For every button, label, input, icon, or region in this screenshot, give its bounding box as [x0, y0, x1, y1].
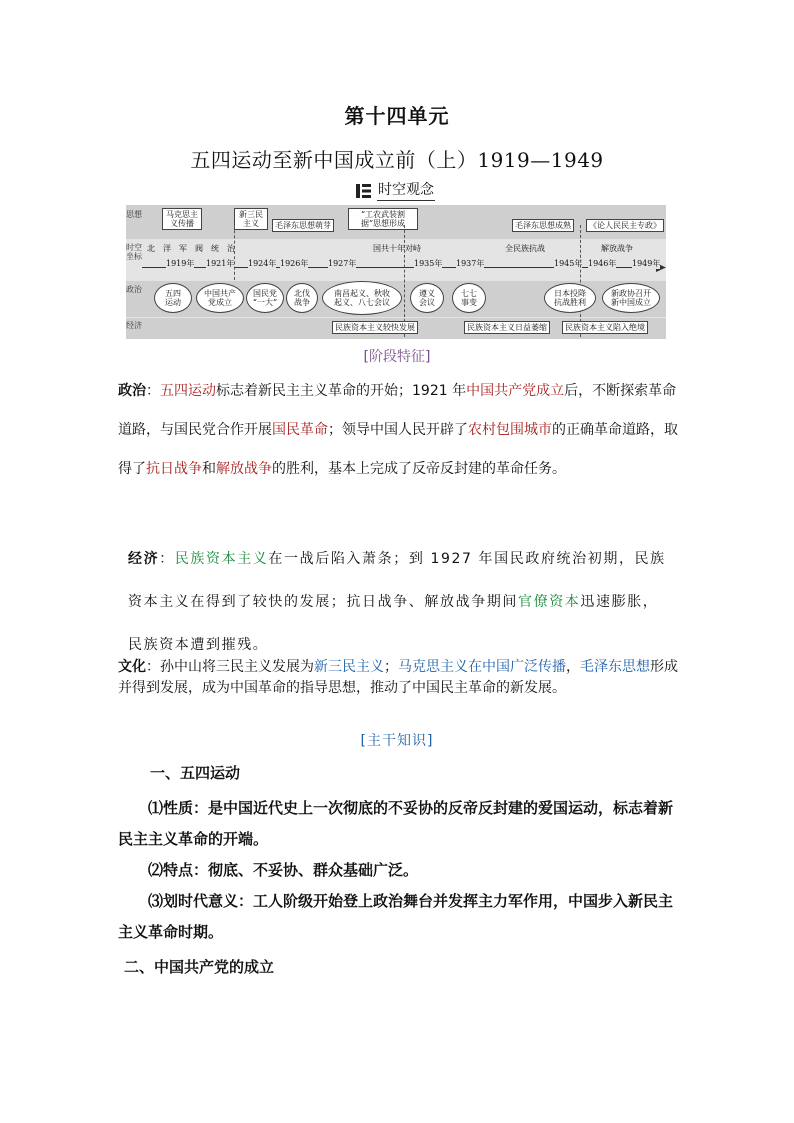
year-label: 1919年 [166, 259, 195, 268]
year-label: 1926年 [280, 259, 309, 268]
event-ellipse: 北伐 战争 [286, 283, 318, 313]
keyword: 官僚资本 [518, 594, 581, 610]
text: ， [566, 659, 580, 675]
unit-subtitle: 五四运动至新中国成立前（上）1919—1949 [190, 148, 604, 172]
row-label-politics: 政治 [126, 285, 142, 294]
economy-label: 经济 [128, 551, 160, 567]
keyword: 抗日战争 [146, 461, 202, 477]
text: 和 [202, 461, 216, 477]
text: 的胜利，基本上完成了反帝反封建的革命任务。 [272, 461, 566, 477]
politics-paragraph [118, 372, 678, 489]
event-ellipse: 七七 事变 [452, 283, 486, 313]
era-label: 全民族抗战 [505, 244, 545, 253]
thought-box: “工农武装割据”思想形成 [348, 208, 418, 230]
year-label: 1949年 [632, 259, 661, 268]
row-label-thought: 思想 [126, 210, 142, 219]
stage-heading: [阶段特征] [363, 349, 431, 365]
thought-box: 马克思主义传播 [162, 208, 202, 230]
era-label: 北 洋 军 阀 统 治 [147, 244, 235, 253]
thought-box: 毛泽东思想萌芽 [272, 219, 334, 232]
text: 迅速膨胀，民族资本遭到摧残。 [128, 594, 659, 653]
economy-box: 民族资本主义较快发展 [332, 321, 418, 334]
keyword: 民族资本主义 [174, 551, 269, 567]
event-ellipse: 南昌起义、秋收 起义、八七会议 [322, 281, 402, 315]
event-ellipse: 遵义 会议 [410, 283, 444, 313]
text: ： [159, 551, 175, 567]
thought-box: 新三民主义 [234, 208, 268, 230]
event-ellipse: 中国共产 党成立 [196, 283, 244, 313]
era-label: 解放战争 [601, 244, 633, 253]
event-ellipse: 国民党 “一大” [246, 283, 284, 313]
keyword: 农村包围城市 [468, 422, 552, 438]
text: 的正确革命道路，取得了 [118, 422, 678, 477]
year-label: 1924年 [248, 259, 277, 268]
year-label: 1945年 [554, 259, 583, 268]
year-label: 1927年 [328, 259, 357, 268]
text: 形成并得到发展，成为中国革命的指导思想，推动了中国民主革命的新发展。 [118, 659, 678, 696]
text: 标志着新民主主义革命的开始；1921 年 [216, 383, 467, 399]
list-item: ⑴性质：是中国近代史上一次彻底的不妥协的反帝反封建的爱国运动，标志着新民主主义革命的开端。 [118, 799, 674, 848]
keyword: 毛泽东思想 [580, 659, 650, 675]
keyword: 五四运动 [160, 383, 216, 399]
year-label: 1946年 [588, 259, 617, 268]
spacetime-heading [356, 180, 435, 200]
unit-title: 第十四单元 [344, 104, 450, 128]
politics-label: 政治 [118, 383, 146, 399]
year-label: 1921年 [206, 259, 235, 268]
economy-paragraph [128, 538, 668, 667]
event-ellipse: 五四 运动 [154, 283, 192, 313]
event-ellipse: 日本投降 抗战胜利 [544, 283, 596, 313]
section-heading: 二、中国共产党的成立 [124, 958, 275, 976]
keyword: 中国共产党成立 [466, 383, 565, 399]
list-icon [356, 183, 371, 197]
divider-line [234, 225, 235, 280]
list-item: ⑶划时代意义：工人阶级开始登上政治舞台并发挥主力军作用，中国步入新民主主义革命时期。 [118, 892, 674, 941]
culture-paragraph [118, 657, 678, 699]
thought-box: 《论人民民主专政》 [586, 219, 664, 232]
text: 在一战后陷入萧条；到 1927 年国民政府统治初期，民族资本主义在得到了较快的发展；抗日战争、解放战争期间 [128, 551, 666, 610]
section-heading: 一、五四运动 [150, 764, 241, 782]
main-knowledge-heading: [主干知识] [360, 733, 434, 749]
culture-label: 文化 [118, 659, 146, 675]
keyword: 马克思主义在中国广泛传播 [398, 659, 566, 675]
text: 后，不断探索革命道路，与国民党合作开展 [118, 383, 677, 438]
economy-box: 民族资本主义陷入绝境 [562, 321, 648, 334]
text: ；领导中国人民开辟了 [328, 422, 468, 438]
event-ellipse: 新政协召开 新中国成立 [602, 283, 660, 313]
keyword: 国民革命 [272, 422, 328, 438]
row-label-spacetime: 时空坐标 [126, 243, 142, 261]
row-label-economy: 经济 [126, 321, 142, 330]
economy-box: 民族资本主义日益萎缩 [464, 321, 550, 334]
text: ； [384, 659, 398, 675]
thought-box: 毛泽东思想成熟 [512, 219, 574, 232]
text: ：孙中山将三民主义发展为 [146, 659, 314, 675]
timeline-figure [126, 205, 666, 339]
year-label: 1935年 [414, 259, 443, 268]
year-label: 1937年 [456, 259, 485, 268]
text: ： [146, 383, 160, 399]
list-item: ⑵特点：彻底、不妥协、群众基础广泛。 [148, 861, 419, 879]
keyword: 新三民主义 [314, 659, 384, 675]
keyword: 解放战争 [216, 461, 272, 477]
era-label: 国共十年对峙 [373, 244, 421, 253]
spacetime-label: 时空观念 [377, 179, 435, 201]
